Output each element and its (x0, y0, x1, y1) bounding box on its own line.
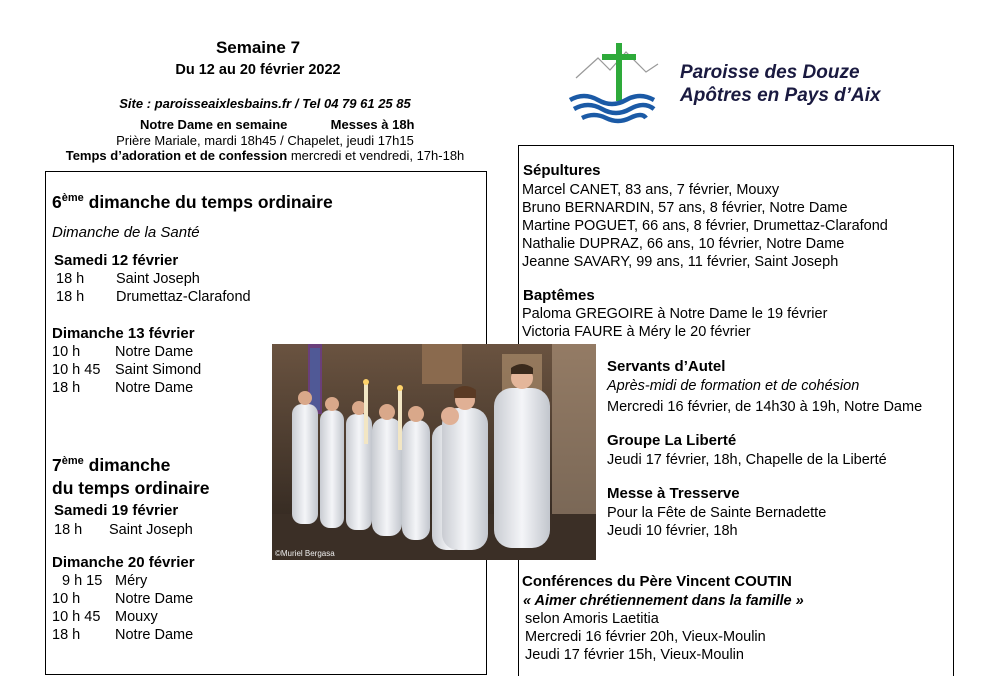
week-label: Notre Dame en semaine (140, 117, 288, 132)
schedule-place: Drumettaz-Clarafond (116, 289, 251, 305)
sunday6-heading: 6ème dimanche du temps ordinaire (52, 192, 333, 212)
list-item: Bruno BERNARDIN, 57 ans, 8 février, Notre Dame (522, 200, 848, 216)
altar-servants-photo (272, 344, 596, 560)
list-item: Martine POGUET, 66 ans, 8 février, Drumettaz-Clarafond (522, 218, 888, 234)
week-dates: Du 12 au 20 février 2022 (175, 62, 341, 78)
liberte-title: Groupe La Liberté (607, 432, 737, 449)
schedule-place: Mouxy (115, 609, 158, 625)
list-item: Victoria FAURE à Méry le 20 février (522, 324, 751, 340)
schedule-time: 9 h 15 (62, 573, 103, 589)
sun20-label: Dimanche 20 février (52, 554, 195, 571)
prayer-schedule: Prière Mariale, mardi 18h45 / Chapelet, jeudi 17h15 (116, 133, 414, 148)
tresserve-line-1: Pour la Fête de Sainte Bernadette (607, 505, 827, 521)
schedule-time: 18 h (56, 289, 85, 305)
schedule-place: Saint Joseph (116, 271, 200, 287)
list-item: Jeudi 17 février 15h, Vieux-Moulin (525, 647, 744, 663)
schedule-time: 18 h (54, 522, 83, 538)
conferences-title: Conférences du Père Vincent COUTIN (522, 573, 792, 590)
photo-credit: ©Muriel Bergasa (275, 549, 335, 558)
logo-line-1: Paroisse des Douze (680, 62, 860, 83)
schedule-place: Notre Dame (115, 627, 194, 643)
servants-title: Servants d’Autel (607, 358, 726, 375)
baptemes-title: Baptêmes (523, 287, 595, 304)
week-masses (140, 117, 415, 132)
procession-illustration (272, 344, 596, 560)
schedule-time: 18 h (52, 627, 81, 643)
cross-waves-icon (566, 38, 676, 128)
conferences-subtitle: « Aimer chrétiennement dans la famille » (523, 593, 804, 609)
sepultures-title: Sépultures (523, 162, 601, 179)
schedule-time: 10 h (52, 591, 81, 607)
sunday6-subtitle: Dimanche de la Santé (52, 224, 200, 241)
schedule-place: Saint Simond (115, 362, 202, 378)
adoration-times: mercredi et vendredi, 17h-18h (287, 148, 465, 163)
logo-line-2: Apôtres en Pays d’Aix (680, 85, 881, 106)
list-item: Marcel CANET, 83 ans, 7 février, Mouxy (522, 182, 780, 198)
list-item: selon Amoris Laetitia (525, 611, 659, 627)
schedule-time: 18 h (56, 271, 85, 287)
schedule-time: 10 h (52, 344, 81, 360)
liberte-line: Jeudi 17 février, 18h, Chapelle de la Liberté (607, 452, 887, 468)
servants-line: Mercredi 16 février, de 14h30 à 19h, Notre Dame (607, 399, 923, 415)
tresserve-title: Messe à Tresserve (607, 485, 740, 502)
tresserve-line-2: Jeudi 10 février, 18h (607, 523, 738, 539)
list-item: Jeanne SAVARY, 99 ans, 11 février, Saint Joseph (522, 254, 839, 270)
adoration-schedule (40, 148, 490, 163)
sunday7-heading: 7ème dimanche du temps ordinaire (52, 454, 210, 498)
parish-logo (566, 38, 906, 128)
sun13-label: Dimanche 13 février (52, 325, 195, 342)
schedule-time: 18 h (52, 380, 81, 396)
week-title: Semaine 7 (215, 38, 301, 57)
list-item: Paloma GREGOIRE à Notre Dame le 19 février (522, 306, 828, 322)
masses-time: Messes à 18h (330, 117, 415, 132)
sat12-label: Samedi 12 février (54, 252, 179, 269)
sat19-label: Samedi 19 février (54, 502, 179, 519)
schedule-time: 10 h 45 (52, 609, 101, 625)
schedule-place: Notre Dame (115, 591, 194, 607)
schedule-time: 10 h 45 (52, 362, 101, 378)
adoration-label: Temps d’adoration et de confession (65, 148, 288, 163)
schedule-place: Notre Dame (115, 344, 194, 360)
schedule-place: Méry (115, 573, 148, 589)
schedule-place: Saint Joseph (109, 522, 193, 538)
schedule-place: Notre Dame (115, 380, 194, 396)
list-item: Mercredi 16 février 20h, Vieux-Moulin (525, 629, 766, 645)
site-contact: Site : paroisseaixlesbains.fr / Tel 04 79 61 25 85 (119, 96, 411, 111)
list-item: Nathalie DUPRAZ, 66 ans, 10 février, Notre Dame (522, 236, 845, 252)
servants-subtitle: Après-midi de formation et de cohésion (607, 378, 860, 394)
